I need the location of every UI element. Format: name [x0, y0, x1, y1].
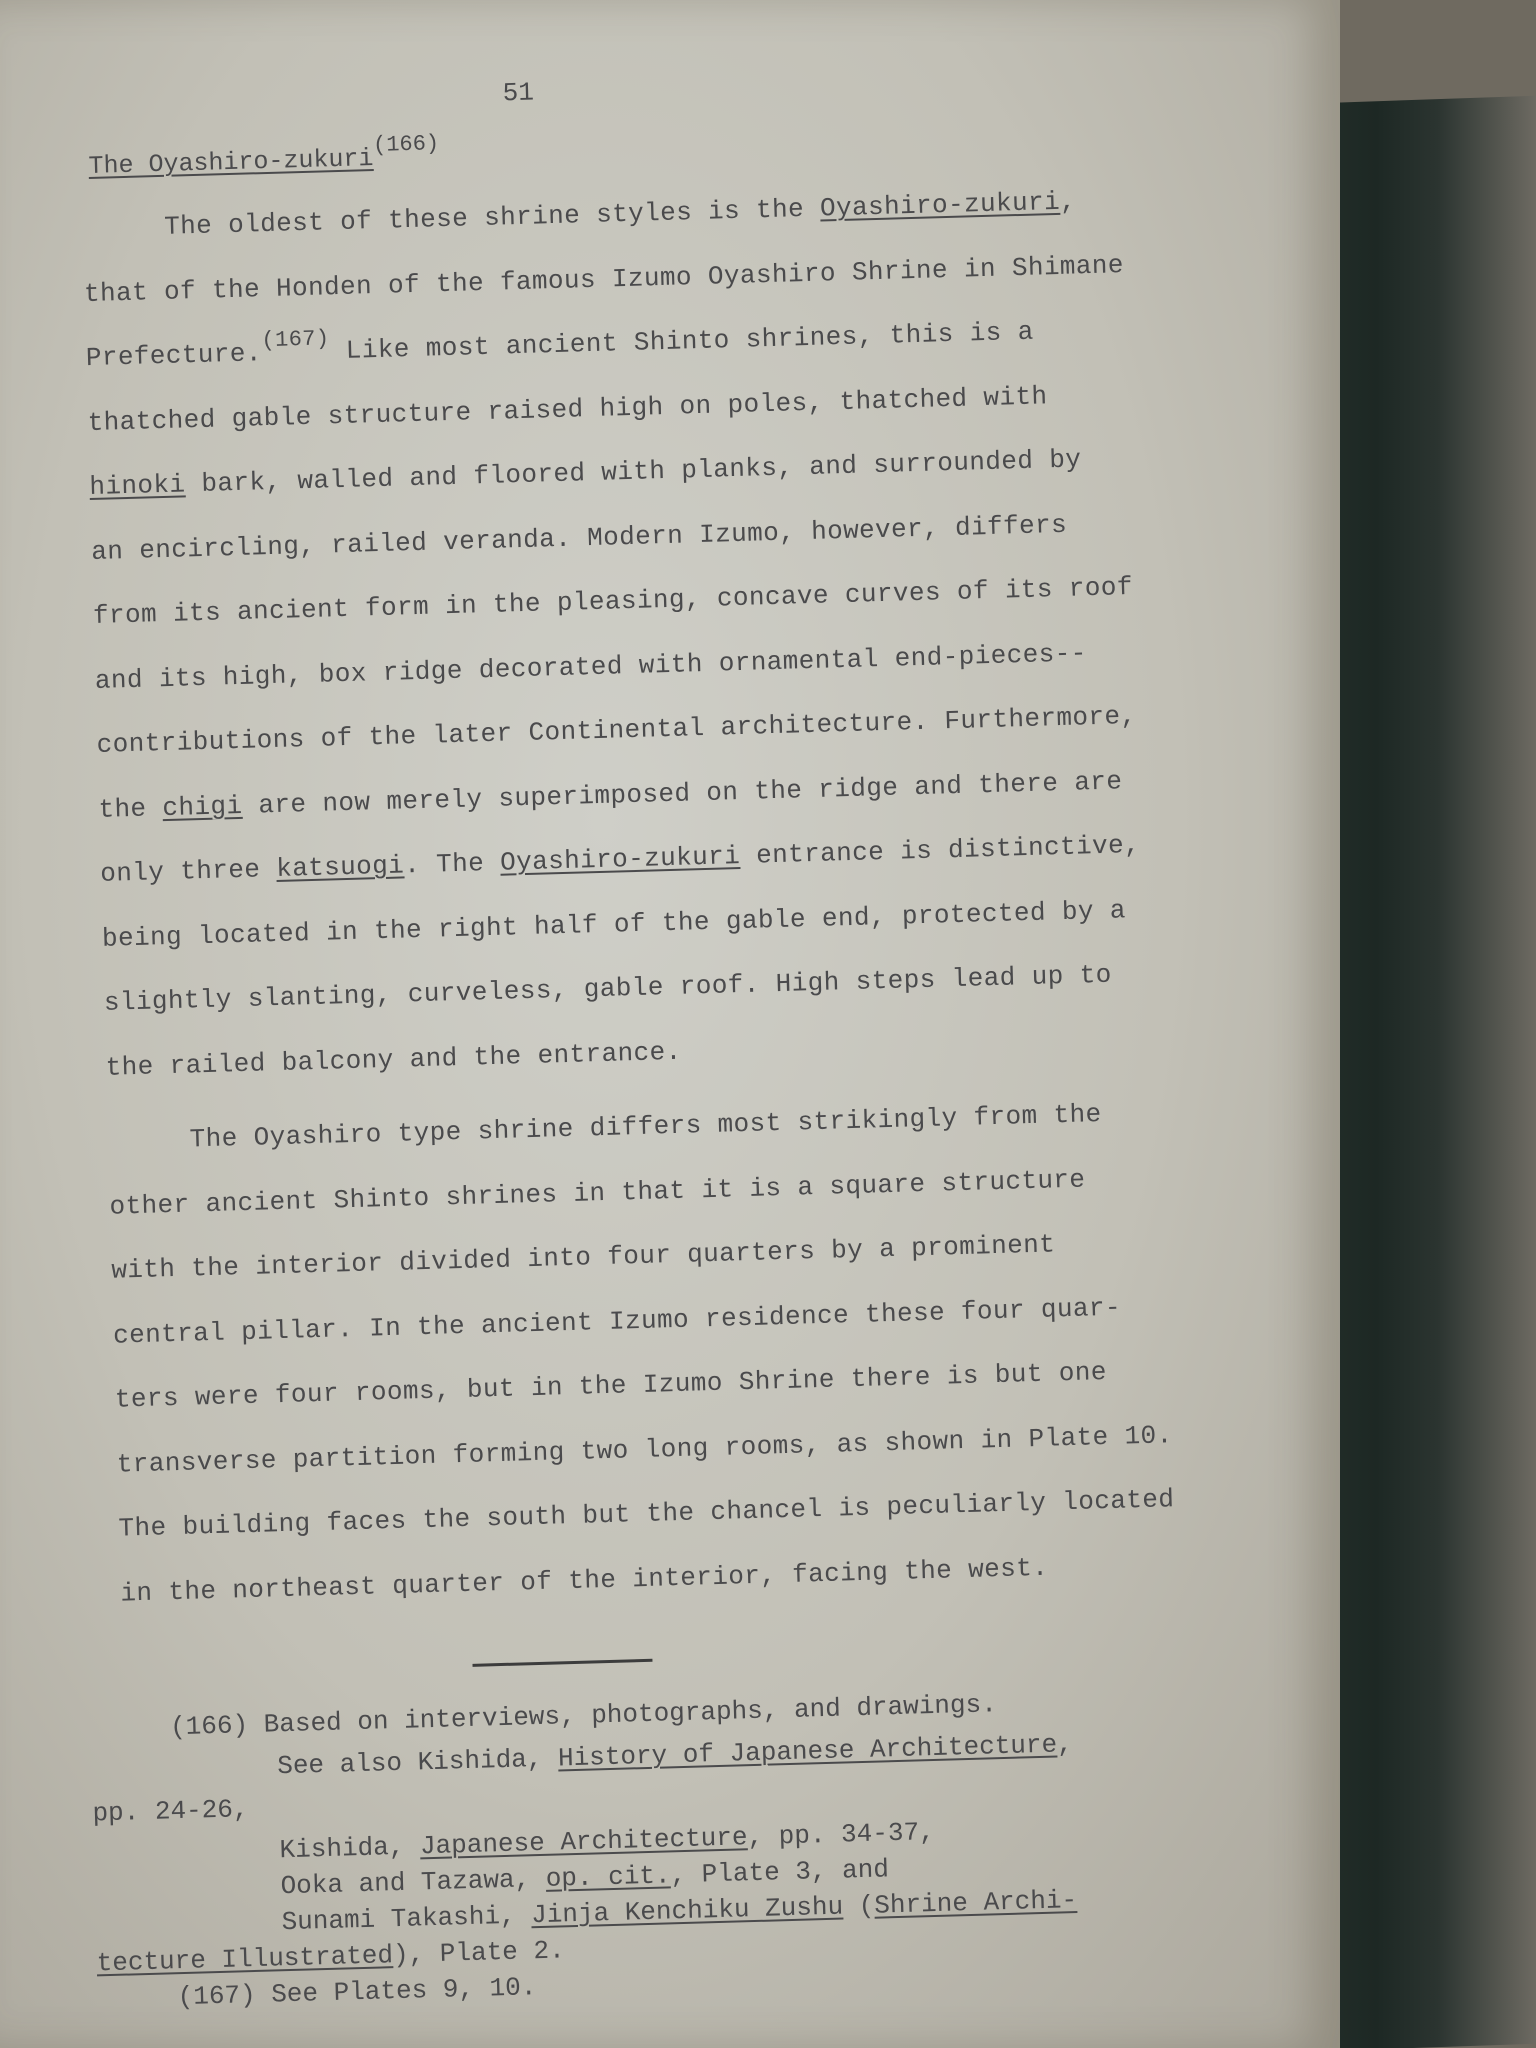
text-run: (166) Based on interviews, photographs, and drawings.: [169, 1689, 998, 1743]
text-run: other ancient Shinto shrines in that it is a square structure: [109, 1164, 1086, 1222]
text-line: [105, 1036, 682, 1082]
text-line: [103, 960, 1112, 1018]
text-run: that of the Honden of the famous Izumo Oyashiro Shrine in Shimane: [83, 249, 1125, 309]
footnote-line: [177, 1972, 537, 2012]
text-run: The Oyashiro type shrine differs most strikingly from the: [189, 1099, 1102, 1155]
text-run: ters were four rooms, but in the Izumo Shrine there is but one: [114, 1357, 1108, 1415]
page-number: 51: [502, 77, 535, 109]
underlined-term: op. cit.: [545, 1860, 671, 1894]
text-line: [84, 250, 1125, 309]
underlined-term: Japanese Architecture: [419, 1822, 748, 1862]
underlined-term: History of Japanese Architecture: [557, 1729, 1058, 1774]
underlined-term: Shrine Archi-: [873, 1885, 1078, 1921]
text-run: , pp. 34-37,: [747, 1816, 936, 1853]
underlined-term: chigi: [162, 790, 243, 823]
underlined-term: Oyashiro-zukuri: [499, 841, 741, 878]
text-line: [113, 1292, 1122, 1350]
text-run: ,: [1059, 186, 1077, 217]
text-line: [93, 572, 1134, 631]
text-line: [116, 1420, 1173, 1479]
text-line: [85, 317, 1034, 373]
underlined-term: Jinja Kenchiku Zushu: [530, 1891, 844, 1931]
text-run: an encircling, railed veranda. Modern Izumo, however, differs: [90, 509, 1068, 567]
underlined-term: katsuogi: [275, 850, 405, 884]
text-line: [102, 895, 1127, 954]
footnote-rule: [472, 1659, 652, 1667]
text-run: the: [98, 792, 163, 825]
text-run: with the interior divided into four quarters by a prominent: [110, 1229, 1056, 1286]
text-run: only three: [99, 853, 277, 889]
text-line: [115, 1357, 1108, 1415]
underlined-term: Oyashiro-zukuri: [819, 186, 1061, 224]
text-line: [98, 766, 1123, 825]
text-line: [96, 701, 1137, 760]
text-run: . The: [403, 847, 501, 881]
text-line: [94, 638, 1087, 696]
text-line: [111, 1229, 1056, 1285]
text-line: [89, 444, 1082, 502]
text-run: Like most ancient Shinto shrines, this is a: [329, 316, 1035, 367]
underlined-term: tecture Illustrated: [96, 1940, 394, 1979]
text-line: [87, 381, 1048, 438]
footnote-line: [277, 1729, 1073, 1781]
text-run: are now merely superimposed on the ridge and there are: [242, 765, 1123, 821]
heading-footnote-ref: (166): [372, 131, 440, 158]
text-run: The oldest of these shrine styles is the: [163, 193, 821, 242]
text-run: Prefecture.: [85, 338, 263, 374]
text-run: Kishida,: [279, 1831, 421, 1866]
text-line: [109, 1164, 1086, 1221]
text-run: ,: [1056, 1729, 1074, 1760]
text-run: The building faces the south but the chancel is peculiarly located: [118, 1484, 1175, 1544]
footnote-line: [96, 1935, 565, 1978]
text-run: , Plate 3, and: [670, 1854, 890, 1891]
text-run: in the northeast quarter of the interior, facing the west.: [119, 1552, 1049, 1609]
text-run: central pillar. In the ancient Izumo residence these four quar-: [112, 1292, 1122, 1351]
text-run: the railed balcony and the entrance.: [105, 1036, 682, 1083]
text-run: transverse partition forming two long rooms, as shown in Plate 10.: [116, 1419, 1173, 1480]
text-run: thatched gable structure raised high on poles, thatched with: [87, 380, 1048, 438]
text-run: Sunami Takashi,: [281, 1900, 532, 1938]
text-run: from its ancient form in the pleasing, concave curves of its roof: [92, 571, 1134, 631]
heading-title: The Oyashiro-zukuri: [88, 144, 374, 181]
text-run: ), Plate 2.: [392, 1935, 566, 1971]
text-run: entrance is distinctive,: [739, 829, 1141, 872]
text-run: bark, walled and floored with planks, and surrounded by: [185, 444, 1082, 500]
footnote-reference: (167): [261, 326, 330, 354]
text-run: Ooka and Tazawa,: [280, 1863, 547, 1902]
text-run: See also Kishida,: [276, 1743, 559, 1782]
text-line: [189, 1099, 1102, 1154]
text-run: contributions of the later Continental architecture. Furthermore,: [96, 700, 1137, 760]
text-line: [91, 509, 1068, 566]
text-line: [118, 1484, 1175, 1543]
text-run: pp. 24-26,: [92, 1794, 249, 1829]
text-run: (: [842, 1890, 875, 1922]
underlined-term: hinoki: [89, 469, 186, 503]
footnote-line: [92, 1794, 249, 1828]
text-run: slightly slanting, curveless, gable roof. High steps lead up to: [103, 959, 1113, 1018]
text-line: [164, 186, 1077, 241]
text-run: and its high, box ridge decorated with ornamental end-pieces--: [94, 637, 1088, 696]
section-heading: [88, 131, 440, 181]
text-run: (167) See Plates 9, 10.: [177, 1972, 537, 2013]
text-run: being located in the right half of the gable end, protected by a: [101, 894, 1127, 954]
text-line: [120, 1552, 1049, 1608]
text-line: [100, 830, 1141, 889]
